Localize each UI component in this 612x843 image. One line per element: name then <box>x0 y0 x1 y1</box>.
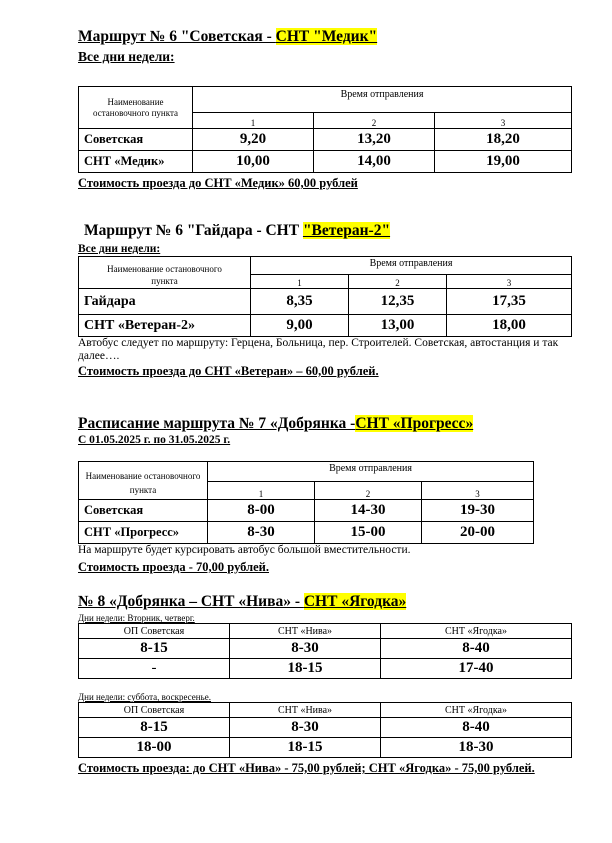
title-text: Расписание маршрута № 7 «Добрянка - <box>78 415 356 432</box>
table-row <box>79 129 572 151</box>
departure-time: 9,20 <box>193 129 314 151</box>
route8-title <box>78 593 406 611</box>
departure-time: 17-40 <box>381 659 572 679</box>
column-header: ОП Советская <box>79 703 230 718</box>
title-text: № 8 «Добрянка – СНТ «Нива» - <box>78 593 304 610</box>
departure-time: 18-15 <box>230 659 381 679</box>
col-number: 1 <box>208 482 315 500</box>
route8-cost: Стоимость проезда: до СНТ «Нива» - 75,00 рублей; СНТ «Ягодка» - 75,00 рублей. <box>78 761 535 775</box>
col-number: 3 <box>422 482 534 500</box>
col-number: 2 <box>315 482 422 500</box>
title-text: Маршрут № 6 "Гайдара - СНТ <box>84 222 303 239</box>
column-header: СНТ «Нива» <box>230 624 381 639</box>
departure-time: 18-15 <box>230 738 381 758</box>
table-row <box>79 639 572 659</box>
route8-weekday-table <box>78 623 572 679</box>
route6-medik-table <box>78 86 572 173</box>
table-row <box>79 151 572 173</box>
route6-medik-days: Все дни недели: <box>78 49 175 64</box>
table-row <box>79 522 534 544</box>
stop-header: Наименование остановочного <box>79 462 208 482</box>
stop-name: СНТ «Медик» <box>79 151 193 173</box>
departure-time: 8,35 <box>251 289 349 315</box>
route7-progress-title <box>78 415 473 433</box>
route6-veteran-cost: Стоимость проезда до СНТ «Ветеран» – 60,00 рублей. <box>78 364 379 378</box>
departure-time: 18-30 <box>381 738 572 758</box>
route8-weekend-table <box>78 702 572 758</box>
column-header: СНТ «Ягодка» <box>381 624 572 639</box>
route6-veteran-note: Автобус следует по маршруту: Герцена, Больница, пер. Строителей. Советская, автостанция и так далее…. <box>78 337 559 362</box>
route6-veteran-days: Все дни недели: <box>78 243 161 255</box>
route7-note: На маршруте будет курсировать автобус большой вместительности. <box>78 544 411 556</box>
departure-time: 14,00 <box>314 151 435 173</box>
route6-veteran-table <box>78 256 572 337</box>
departure-time: 8-15 <box>79 718 230 738</box>
route6-veteran-title <box>84 222 390 240</box>
table-row <box>79 738 572 758</box>
stop-name: СНТ «Ветеран-2» <box>79 315 251 337</box>
stop-header: Наименование остановочного <box>79 257 251 275</box>
stop-name: Советская <box>79 129 193 151</box>
column-header: СНТ «Нива» <box>230 703 381 718</box>
departure-time: 9,00 <box>251 315 349 337</box>
departure-time: 10,00 <box>193 151 314 173</box>
departure-time: 18,20 <box>435 129 572 151</box>
departure-time: 8-40 <box>381 639 572 659</box>
route8-weekdays-label: Дни недели: Вторник, четверг. <box>78 613 195 623</box>
table-row <box>79 315 572 337</box>
departure-time: 14-30 <box>315 500 422 522</box>
table-row <box>79 659 572 679</box>
stop-name: Советская <box>79 500 208 522</box>
departure-time: 8-30 <box>208 522 315 544</box>
time-header: Время отправления <box>251 257 572 275</box>
title-text: Маршрут № 6 "Советская - <box>78 28 276 45</box>
stop-header: Наименование остановочного пункта <box>79 87 193 129</box>
col-number: 3 <box>447 275 572 289</box>
departure-time: 19-30 <box>422 500 534 522</box>
stop-name: СНТ «Прогресс» <box>79 522 208 544</box>
departure-time: 19,00 <box>435 151 572 173</box>
column-header: СНТ «Ягодка» <box>381 703 572 718</box>
departure-time: 18-00 <box>79 738 230 758</box>
col-number: 1 <box>251 275 349 289</box>
route6-medik-cost: Стоимость проезда до СНТ «Медик» 60,00 рублей <box>78 176 358 190</box>
departure-time: 8-15 <box>79 639 230 659</box>
title-highlight: "Ветеран-2" <box>302 222 391 239</box>
departure-time: 15-00 <box>315 522 422 544</box>
column-header: ОП Советская <box>79 624 230 639</box>
departure-time: 8-30 <box>230 718 381 738</box>
stop-name: Гайдара <box>79 289 251 315</box>
departure-time: - <box>79 659 230 679</box>
departure-time: 8-00 <box>208 500 315 522</box>
stop-header-cont: пункта <box>79 482 208 500</box>
col-number: 3 <box>435 113 572 129</box>
col-number: 1 <box>193 113 314 129</box>
departure-time: 13,00 <box>349 315 447 337</box>
title-highlight: СНТ "Медик" <box>275 28 378 45</box>
departure-time: 20-00 <box>422 522 534 544</box>
route6-medik-title <box>78 28 377 46</box>
departure-time: 12,35 <box>349 289 447 315</box>
table-row <box>79 289 572 315</box>
table-row <box>79 500 534 522</box>
route8-weekend-label: Дни недели: суббота, воскресенье. <box>78 692 211 702</box>
time-header: Время отправления <box>208 462 534 482</box>
route7-period: С 01.05.2025 г. по 31.05.2025 г. <box>78 434 231 446</box>
departure-time: 17,35 <box>447 289 572 315</box>
departure-time: 8-40 <box>381 718 572 738</box>
title-highlight: СНТ «Ягодка» <box>303 593 407 610</box>
route7-progress-table <box>78 461 534 544</box>
route7-cost: Стоимость проезда - 70,00 рублей. <box>78 560 269 574</box>
table-row <box>79 718 572 738</box>
col-number: 2 <box>314 113 435 129</box>
time-header: Время отправления <box>193 87 572 113</box>
departure-time: 13,20 <box>314 129 435 151</box>
col-number: 2 <box>349 275 447 289</box>
departure-time: 8-30 <box>230 639 381 659</box>
departure-time: 18,00 <box>447 315 572 337</box>
stop-header-cont: пункта <box>79 275 251 289</box>
title-highlight: СНТ «Прогресс» <box>355 415 474 432</box>
